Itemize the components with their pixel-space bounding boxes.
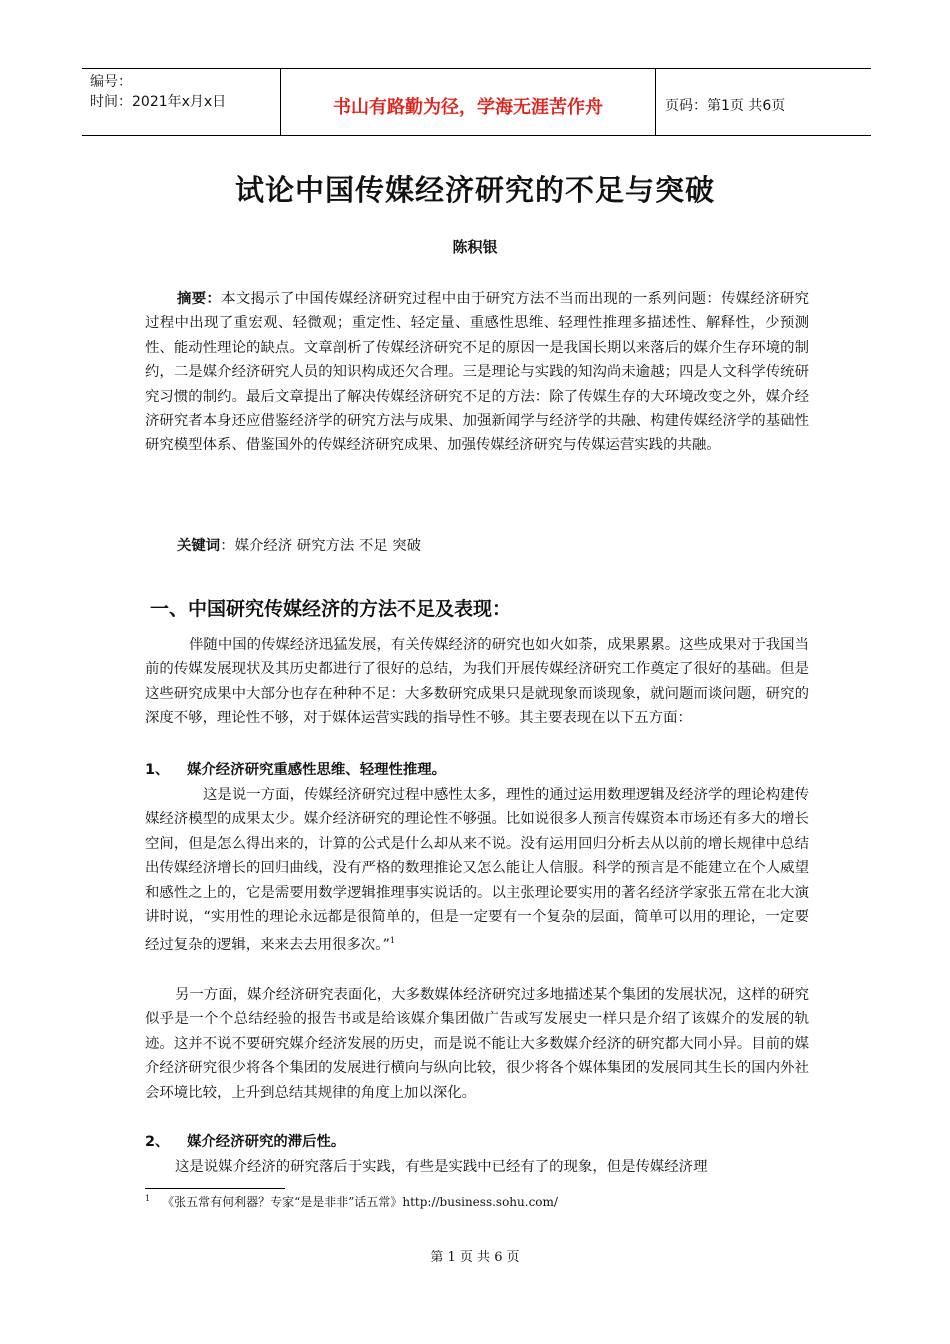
section-heading: 一、中国研究传媒经济的方法不足及表现： <box>150 598 512 620</box>
abstract-label: 摘要： <box>177 291 222 307</box>
header-right-cell <box>655 69 871 135</box>
subsection-number-1: 1、 <box>145 762 170 778</box>
header-middle-cell <box>280 69 656 135</box>
footnote-text: 《张五常有何利器？专家“是是非非”话五常》http://business.sohu.com/ <box>162 1195 558 1209</box>
keywords-label: 关键词 <box>177 538 221 554</box>
subsection-title-1: 媒介经济研究重感性思维、轻理性推理。 <box>187 762 447 778</box>
subsection-heading-1 <box>145 758 446 779</box>
subsection-title-2: 媒介经济研究的滞后性。 <box>187 1134 346 1150</box>
subsection-number-2: 2、 <box>145 1134 170 1150</box>
abstract-lead: 本文揭示了中国 <box>221 291 325 307</box>
footnote-mark: 1 <box>145 1194 151 1203</box>
header-left-cell <box>82 69 280 135</box>
keywords-line <box>177 534 421 555</box>
footnote-reference[interactable]: 1 <box>389 936 395 946</box>
document-header <box>82 68 871 136</box>
keywords-text: ：媒介经济 研究方法 不足 突破 <box>220 538 421 554</box>
subsection-1-paragraph-2: 另一方面，媒介经济研究表面化，大多数媒体经济研究过多地描述某个集团的发展状况，这样的研究似乎是一个个总结经验的报告书或是给该媒介集团做广告或写发展史一样只是介绍了该媒介的发展的轨迹。这并不说不要研究媒介经济发展的历史，而是说不能让大多数媒介经济的研究都大同小异。目前的媒介经济研究很少将各个集团的发展进行横向与纵向比较，很少将各个媒体集团的发展同其生长的国内外社会环境比较，上升到总结其规律的角度上加以深化。 <box>145 987 809 1101</box>
time-label: 时间：2021年x月x日 <box>90 94 227 110</box>
subsection-1-paragraph-1 <box>145 783 809 958</box>
subsection-heading-2 <box>145 1130 345 1151</box>
footnote <box>145 1193 558 1210</box>
number-label: 编号： <box>90 74 132 90</box>
author-name: 陈积银 <box>452 238 498 256</box>
abstract-paragraph <box>145 287 809 458</box>
subsection-1-text: 这是说一方面，传媒经济研究过程中感性太多，理性的通过运用数理逻辑及经济学的理论构建传媒经济模型的成果太少。媒介经济研究的理论性不够强。比如说很多人预言传媒资本市场还有多大的增长空间，但是怎么得出来的，计算的公式是什么却从来不说。没有运用回归分析去从以前的增长规律中总结出传媒经济增长的回归曲线，没有严格的数理推论又怎么能让人信服。科学的预言是不能建立在个人威望和感性之上的，它是需要用数学逻辑推理事实说话的。以主张理论要实用的著名经济学家张五常在北大演讲时说，“实用性的理论永远都是很简单的，但是一定要有一个复杂的层面，简单可以用的理论，一定要经过复杂的逻辑，来来去去用很多次。” <box>145 787 809 954</box>
document-title: 试论中国传媒经济研究的不足与突破 <box>234 173 715 207</box>
page-footer: 第 1 页 共 6 页 <box>430 1250 520 1265</box>
header-motto: 书山有路勤为径，学海无涯苦作舟 <box>333 97 603 118</box>
header-page-info: 页码：第1页 共6页 <box>665 98 786 114</box>
abstract-text: 传媒经济研究过程中由于研究方法不当而出现的一系列问题：传媒经济研究过程中出现了重宏观、轻微观；重定性、轻定量、重感性思维、轻理性推理多描述性、解释性，少预测性、能动性理论的缺点。文章剖析了传媒经济研究不足的原因一是我国长期以来落后的媒介生存环境的制约，二是媒介经济研究人员的知识构成还欠合理。三是理论与实践的知沟尚未逾越；四是人文科学传统研究习惯的制约。最后文章提出了解决传媒经济研究不足的方法：除了传媒生存的大环境改变之外，媒介经济研究者本身还应借鉴经济学的研究方法与成果、加强新闻学与经济学的共融、构建传媒经济学的基础性研究模型体系、借鉴国外的传媒经济研究成果、加强传媒经济研究与传媒运营实践的共融。 <box>145 291 809 454</box>
footnote-separator <box>145 1188 285 1189</box>
subsection-2-paragraph-1: 这是说媒介经济的研究落后于实践，有些是实践中已经有了的现象，但是传媒经济理 <box>175 1159 708 1175</box>
section-intro-paragraph: 伴随中国的传媒经济迅猛发展，有关传媒经济的研究也如火如荼，成果累累。这些成果对于我国当前的传媒发展现状及其历史都进行了很好的总结，为我们开展传媒经济研究工作奠定了很好的基础。但是这些研究成果中大部分也存在种种不足：大多数研究成果只是就现象而谈现象，就问题而谈问题，研究的深度不够，理论性不够，对于媒体运营实践的指导性不够。其主要表现在以下五方面： <box>145 637 809 727</box>
